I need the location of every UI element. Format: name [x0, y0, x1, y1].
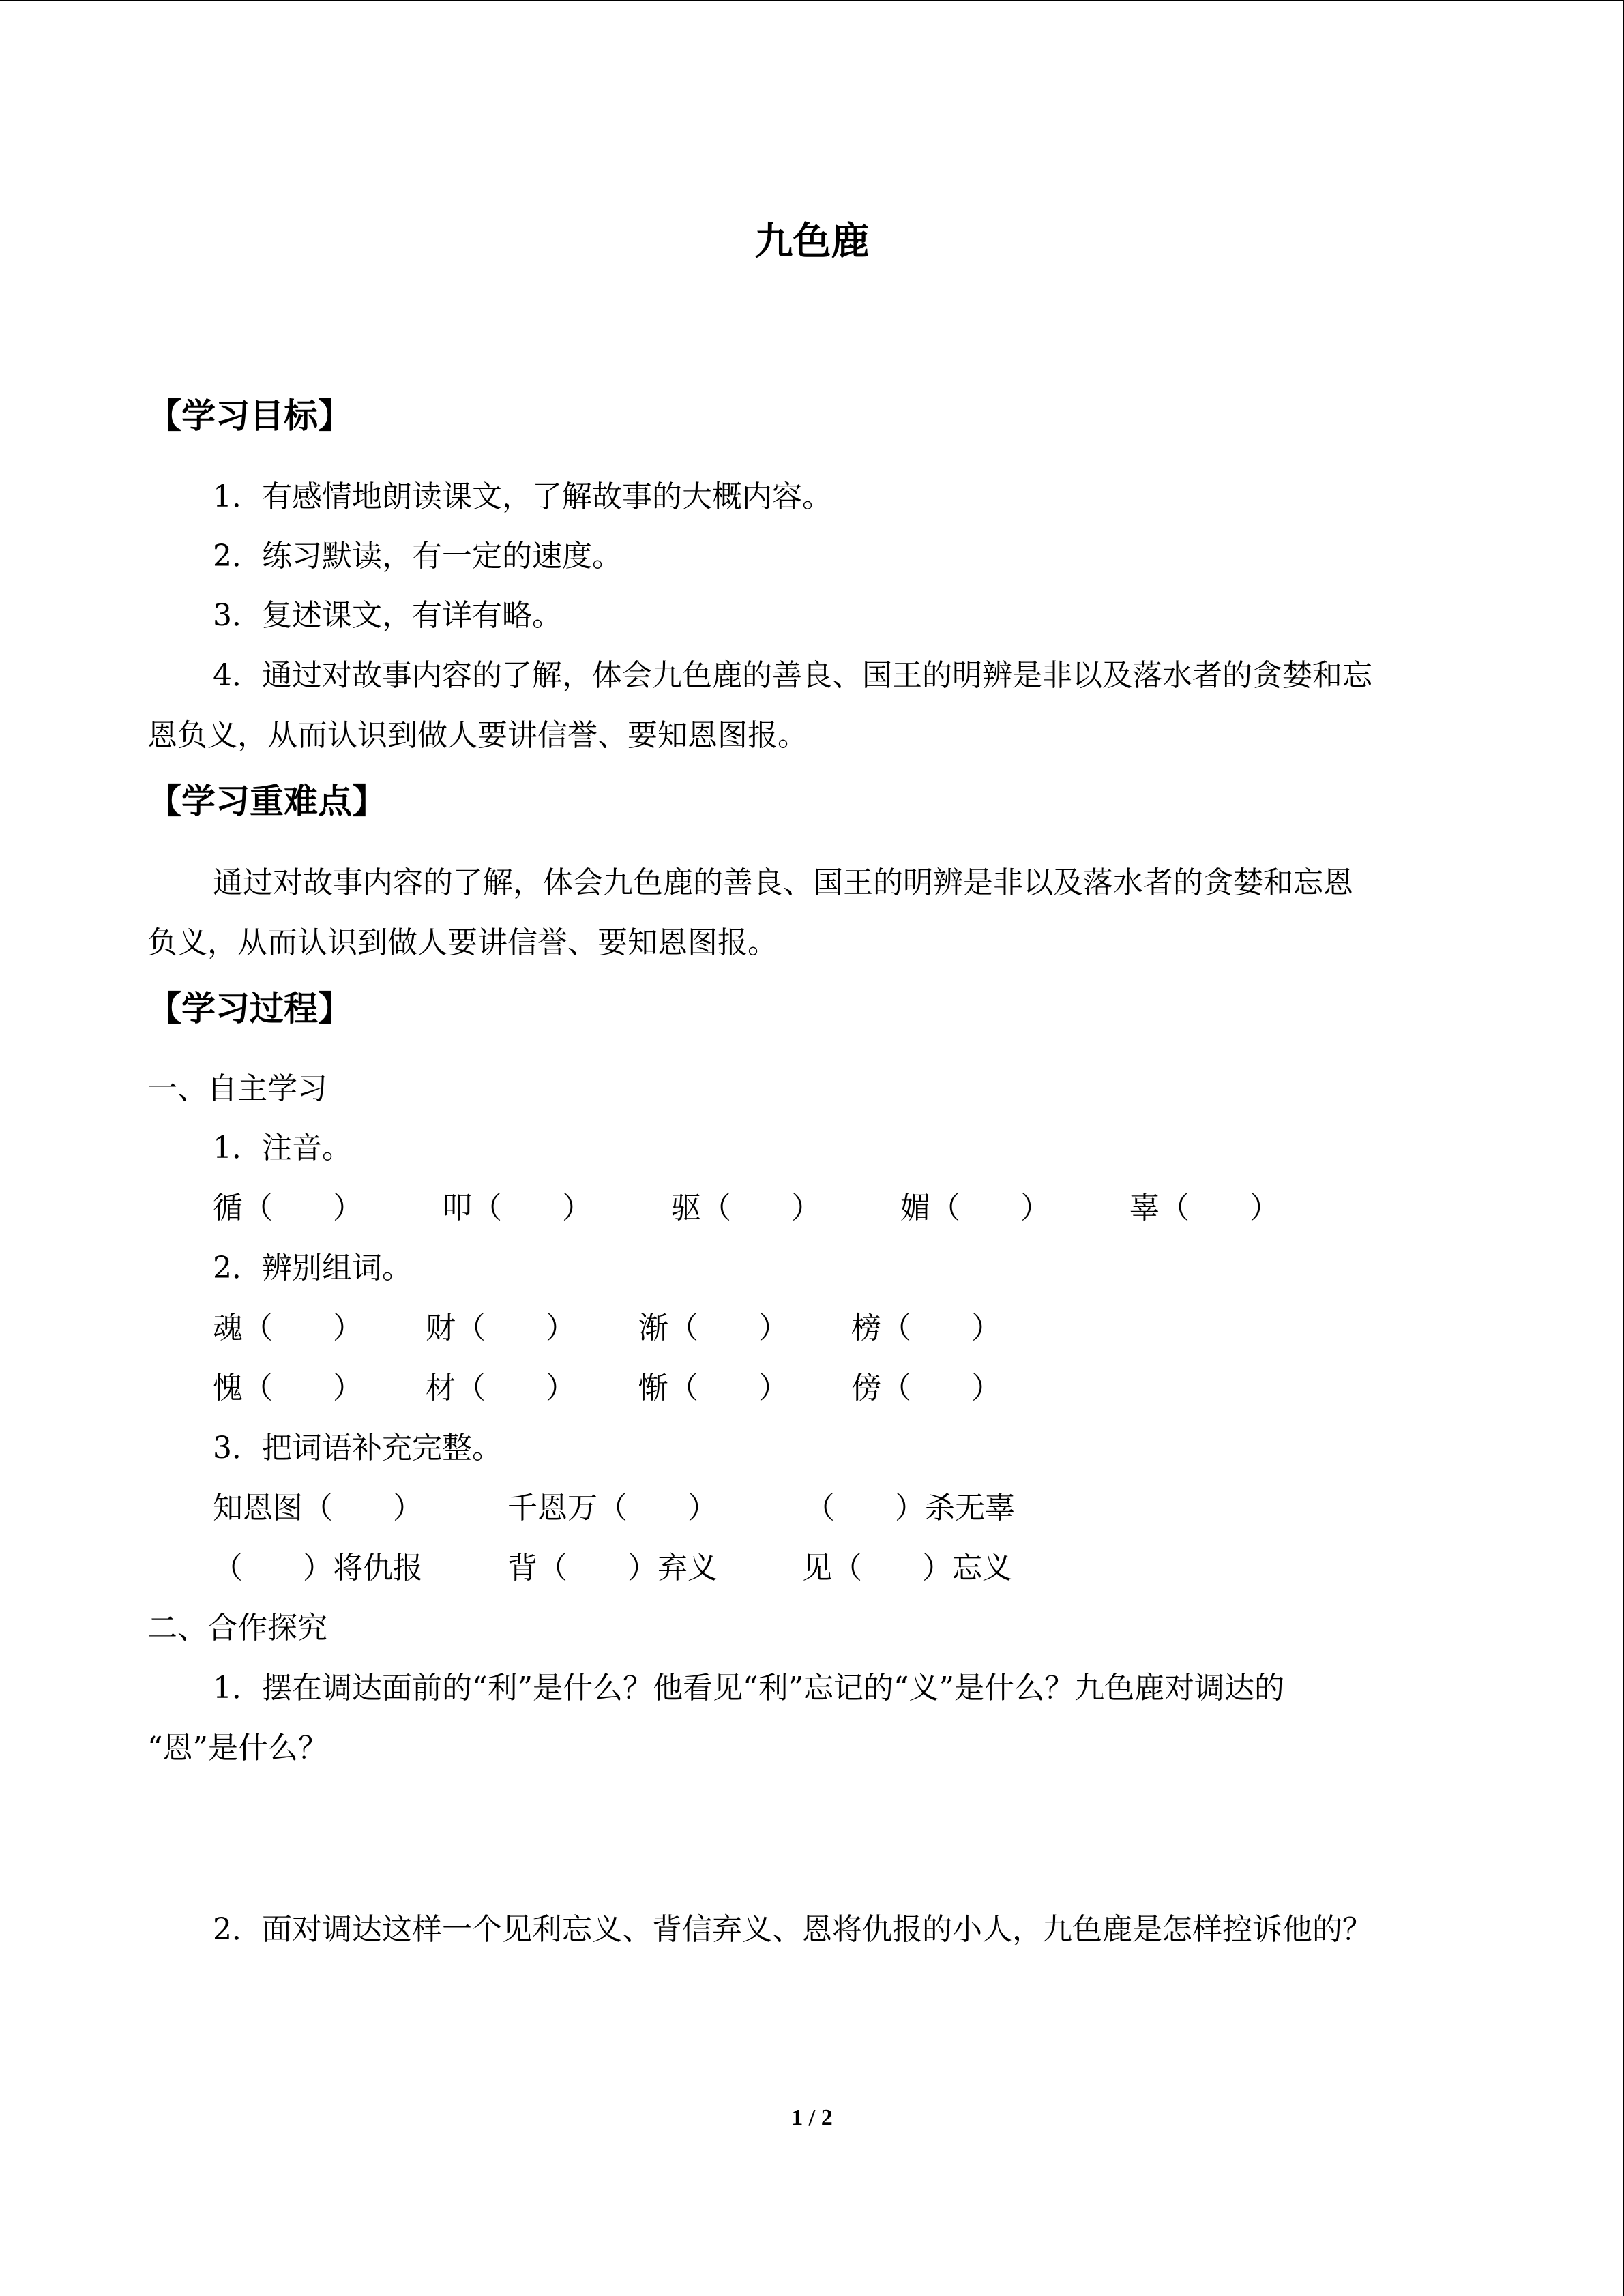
goal-item-4-continued: 恩负义，从而认识到做人要讲信誉、要知恩图报。 [147, 718, 808, 753]
key-points-line-1: 通过对故事内容的了解，体会九色鹿的善良、国王的明辨是非以及落水者的贪婪和忘恩 [213, 865, 1353, 900]
part2-q1-line-2: “恩”是什么？ [147, 1731, 328, 1765]
word-blank-bang-side[interactable]: 傍（ ） [851, 1371, 1001, 1405]
idiom-blank-4[interactable]: （ ）将仇报 [213, 1551, 423, 1585]
pinyin-blank-1[interactable]: 循（ ） [213, 1191, 363, 1225]
section-heading-goals: 【学习目标】 [147, 396, 352, 436]
key-points-line-2: 负义，从而认识到做人要讲信誉、要知恩图报。 [147, 925, 778, 960]
part2-q2: 2．面对调达这样一个见利忘义、背信弃义、恩将仇报的小人，九色鹿是怎样控诉他的？ [213, 1912, 1372, 1947]
word-blank-jian[interactable]: 渐（ ） [638, 1311, 788, 1345]
word-blank-bang[interactable]: 榜（ ） [851, 1311, 1001, 1345]
section-heading-key-points: 【学习重难点】 [147, 781, 386, 821]
part2-title: 二、合作探究 [147, 1611, 327, 1645]
q3-row-2 [0, 1548, 1624, 1589]
word-blank-cai-material[interactable]: 材（ ） [426, 1371, 576, 1405]
q2-row-2 [0, 1368, 1624, 1409]
document-title: 九色鹿 [754, 220, 870, 264]
goal-item-2: 2．练习默读，有一定的速度。 [213, 539, 622, 573]
goal-item-4: 4．通过对故事内容的了解，体会九色鹿的善良、国王的明辨是非以及落水者的贪婪和忘 [213, 658, 1372, 693]
q3-title: 3．把词语补充完整。 [213, 1431, 502, 1465]
word-blank-hun[interactable]: 魂（ ） [213, 1311, 363, 1345]
q2-row-1 [0, 1308, 1624, 1349]
part2-q1-line-1: 1．摆在调达面前的“利”是什么？他看见“利”忘记的“义”是什么？九色鹿对调达的 [213, 1671, 1284, 1705]
q3-row-1 [0, 1488, 1624, 1529]
pinyin-blank-5[interactable]: 辜（ ） [1130, 1191, 1280, 1225]
idiom-blank-3[interactable]: （ ）杀无辜 [805, 1491, 1015, 1525]
part1-title: 一、自主学习 [147, 1071, 327, 1106]
idiom-blank-5[interactable]: 背（ ）弃义 [507, 1551, 718, 1585]
pinyin-blank-4[interactable]: 媚（ ） [900, 1191, 1050, 1225]
pinyin-blank-2[interactable]: 叩（ ） [442, 1191, 592, 1225]
idiom-blank-6[interactable]: 见（ ）忘义 [802, 1551, 1012, 1585]
idiom-blank-1[interactable]: 知恩图（ ） [213, 1491, 423, 1525]
pinyin-blank-3[interactable]: 驱（ ） [671, 1191, 821, 1225]
q1-title: 1．注音。 [213, 1131, 352, 1165]
word-blank-kui[interactable]: 愧（ ） [213, 1371, 363, 1405]
word-blank-can[interactable]: 惭（ ） [638, 1371, 788, 1405]
q1-pinyin-row [0, 1188, 1624, 1229]
q2-title: 2．辨别组词。 [213, 1251, 412, 1285]
section-heading-process: 【学习过程】 [147, 989, 352, 1028]
goal-item-1: 1．有感情地朗读课文，了解故事的大概内容。 [213, 479, 832, 514]
page-number: 1 / 2 [791, 2105, 833, 2130]
goal-item-3: 3．复述课文，有详有略。 [213, 598, 562, 633]
word-blank-cai[interactable]: 财（ ） [426, 1311, 576, 1345]
idiom-blank-2[interactable]: 千恩万（ ） [507, 1491, 718, 1525]
